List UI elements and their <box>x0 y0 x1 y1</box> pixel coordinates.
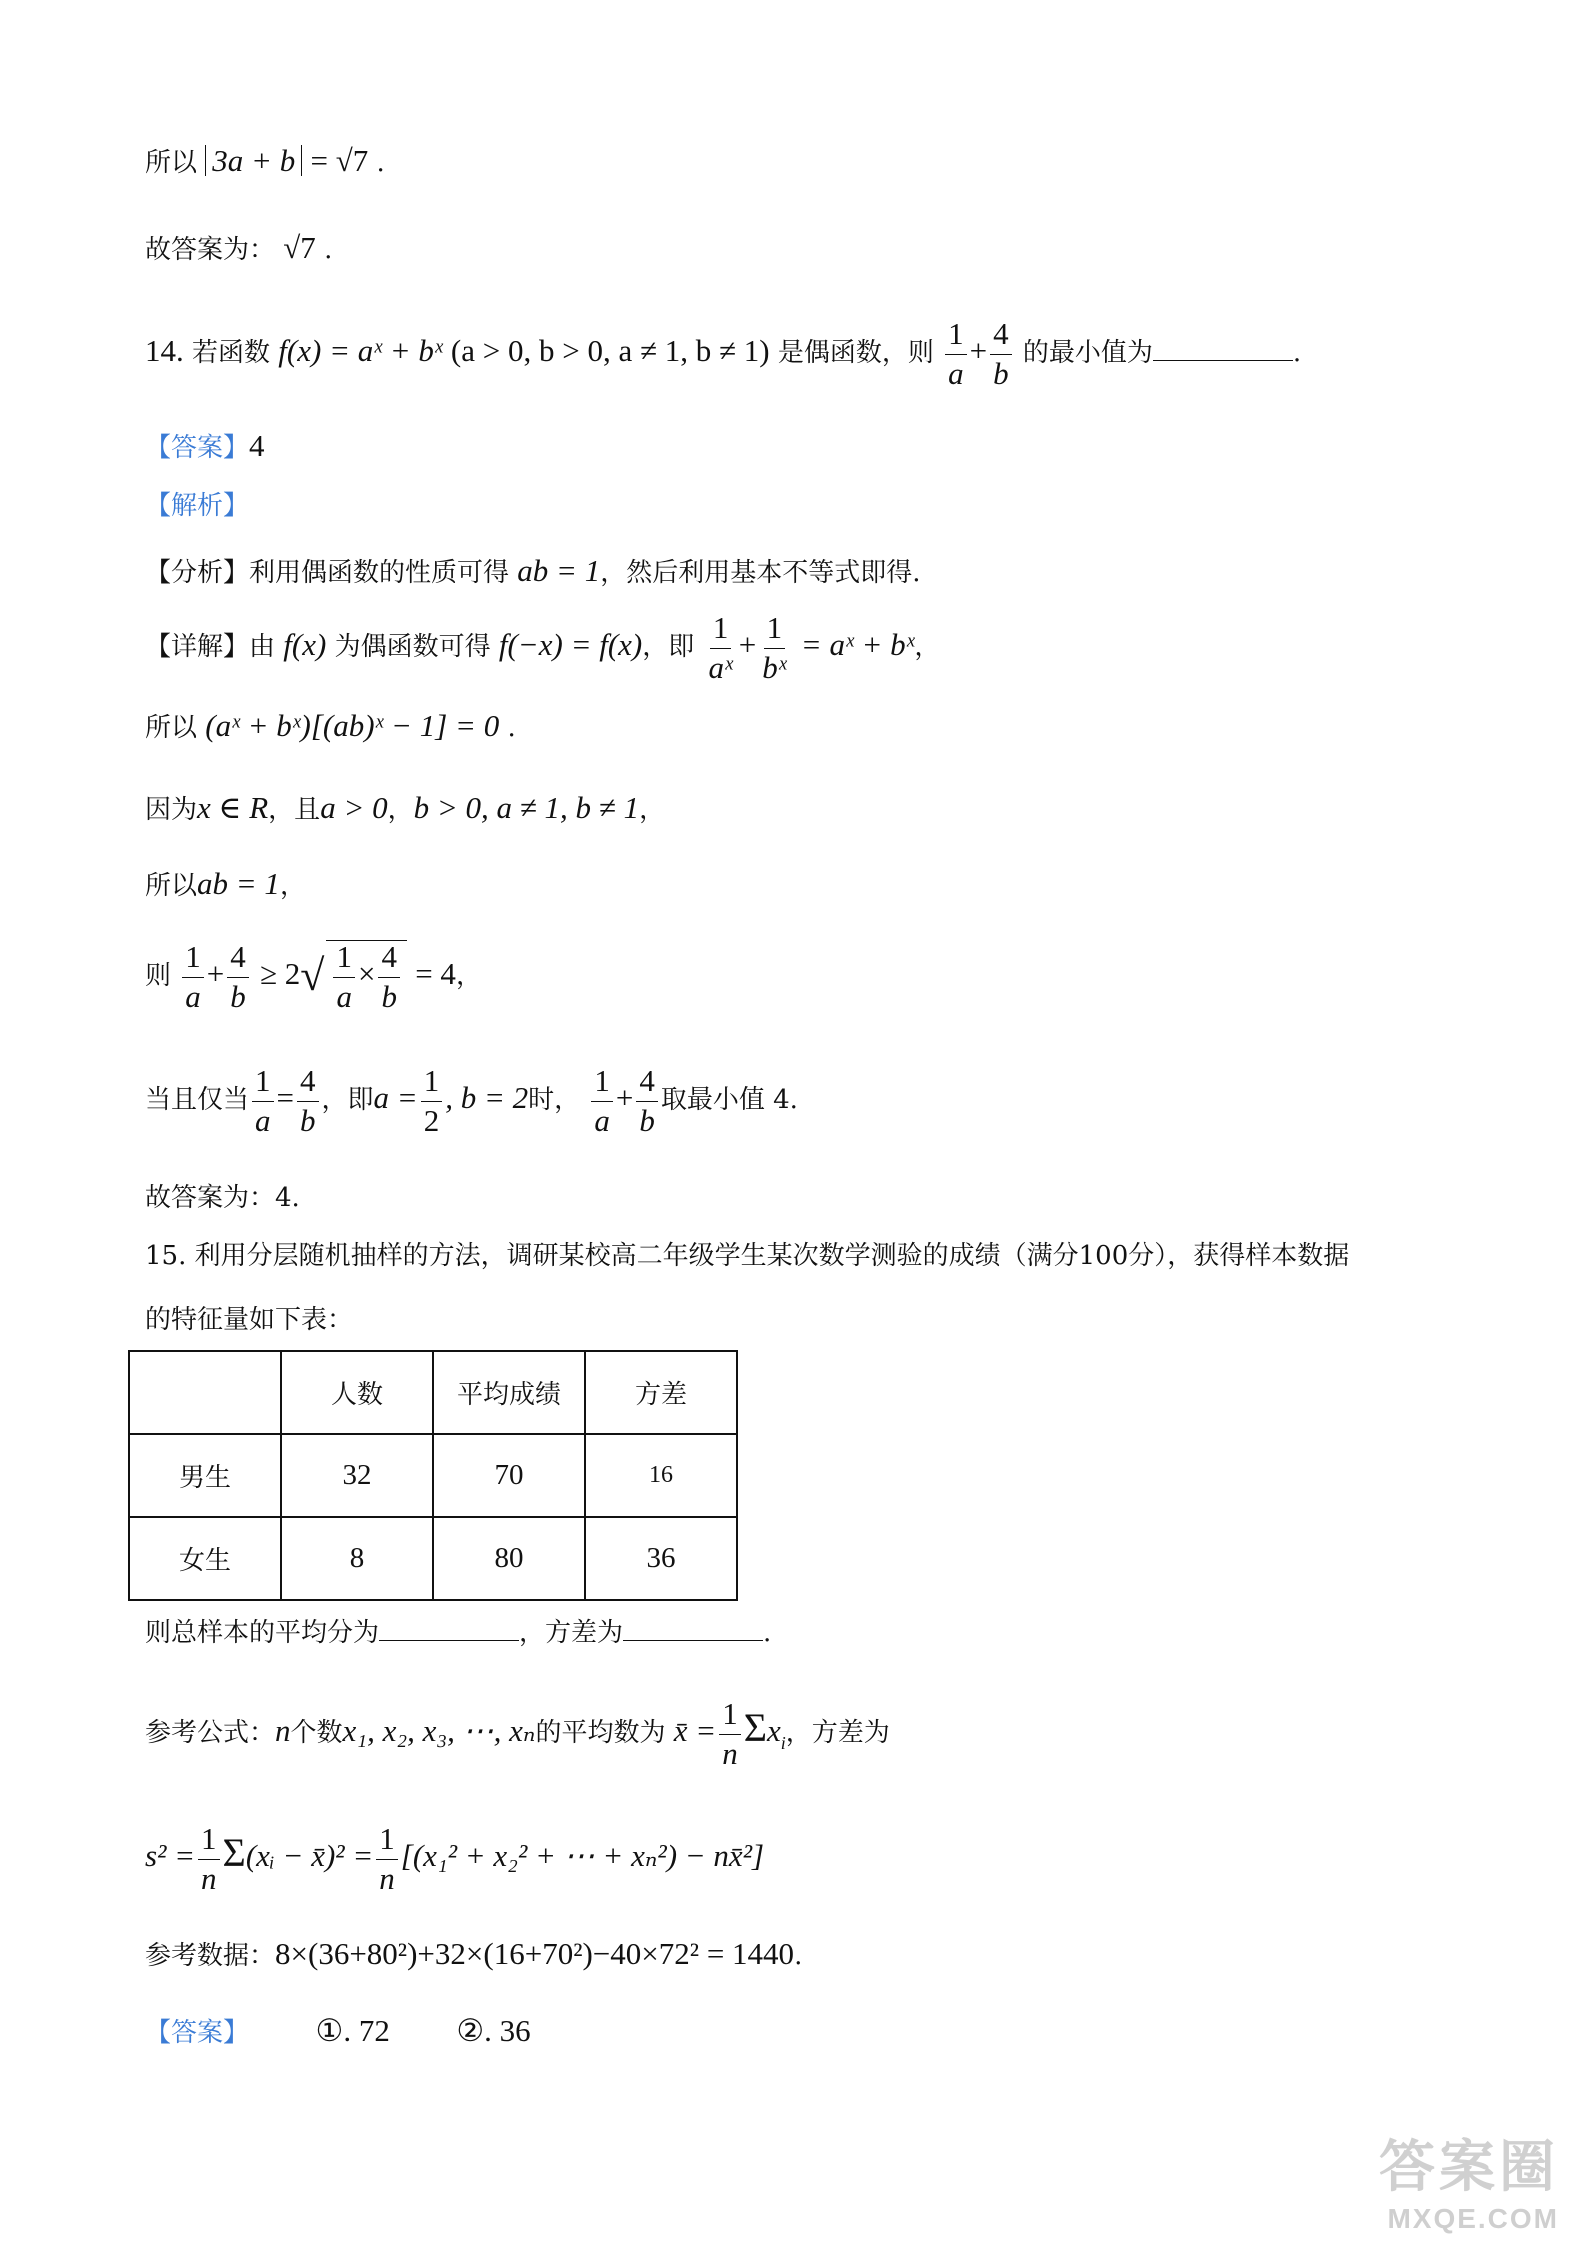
expression: f(x) <box>283 627 327 663</box>
text: ，且 <box>268 795 321 825</box>
sqrt-expression: $\frac{1}{a}$ × $\frac{4}{b}$ <box>326 940 406 1013</box>
answer-blank-variance <box>623 1639 763 1641</box>
punct: ， <box>914 632 941 663</box>
answer-tag: 【答案】 <box>145 2018 250 2048</box>
expression: n <box>275 1713 291 1749</box>
expression: s² = <box>145 1838 196 1874</box>
expression: a > 0 <box>320 790 388 825</box>
expression: f(−x) = f(x) <box>498 627 643 663</box>
punct: . <box>507 713 516 743</box>
table-cell: 36 <box>585 1517 737 1600</box>
fraction: $\frac{1}{\text{aˣ}}$ <box>708 610 733 685</box>
text: ，即 <box>321 1085 374 1116</box>
q14-step3 <box>145 792 665 823</box>
fraction: $\frac{1}{a}$ <box>945 318 967 390</box>
table-cell: 女生 <box>129 1517 281 1600</box>
watermark-logo <box>1379 2123 1559 2235</box>
expression: (aˣ + bˣ)[(ab)ˣ − 1] = 0 <box>205 708 500 743</box>
text: ，即 <box>642 632 695 663</box>
expression: = √7 <box>310 143 369 178</box>
text: 参考数据： <box>145 1941 276 1971</box>
prev-answer-line <box>145 232 332 263</box>
q14-question: 14. 若函数 f(x) = aˣ + bˣ (a > 0, b > 0, a ≠ 1, b ≠ 1) 是偶函数，则 $\frac{1}{a}$ + $\frac{4}{b}$ 的最小值为 . <box>145 316 1302 391</box>
q15-data <box>145 1938 802 1969</box>
expression: = 4 <box>415 956 456 992</box>
text: 是偶函数，则 <box>777 338 934 369</box>
table-header-row <box>129 1351 737 1434</box>
q15-answer <box>145 2015 531 2046</box>
expression: ab = 1 <box>517 553 601 588</box>
answer-value: √7 <box>283 230 316 265</box>
fenxi-tag: 【分析】 <box>145 558 250 588</box>
table-cell: 80 <box>433 1517 585 1600</box>
q15-formula: 参考公式：n个数x₁, x₂, x₃, ⋯, xₙ的平均数为 x̄ = $\frac{1}{n}$ $\Sigma x_i$，方差为 <box>145 1696 890 1771</box>
table-row <box>129 1517 737 1600</box>
fraction: $\frac{4}{b}$ <box>990 318 1012 390</box>
text: 若函数 <box>192 338 271 369</box>
text: 则 <box>145 961 172 992</box>
answer-2: ②. 36 <box>456 2013 531 2048</box>
analysis-tag: 【解析】 <box>145 491 250 521</box>
table-cell: 70 <box>433 1434 585 1517</box>
watermark-url: MXQE.COM <box>1387 2203 1559 2234</box>
punct: ， <box>279 871 306 901</box>
table-cell: 16 <box>585 1434 737 1517</box>
fraction: $\frac{1}{a}$ <box>182 941 204 1013</box>
condition-expr: (a > 0, b > 0, a ≠ 1, b ≠ 1) <box>450 333 770 369</box>
text: 的最小值为 <box>1022 338 1153 369</box>
q14-fenxi <box>145 555 920 586</box>
q15-formula2: s² = $\frac{1}{n}$ Σ(xᵢ − x̄)² = $\frac{1}{n}$ [(x₁² + x₂² + ⋯ + xₙ²) − nx̄²] <box>145 1821 765 1896</box>
punct: . <box>794 1941 803 1971</box>
table-header-cell: 平均成绩 <box>433 1351 585 1434</box>
table-cell: 8 <box>281 1517 433 1600</box>
answer-blank-mean <box>379 1639 519 1641</box>
expression: b > 0, a ≠ 1, b ≠ 1 <box>413 790 640 825</box>
text: 的平均数为 <box>535 1718 666 1749</box>
function-expr: f(x) = aˣ + bˣ <box>278 333 443 369</box>
expression: , b = 2 <box>445 1080 529 1116</box>
q14-xiangjie: 【详解】由 f(x) 为偶函数可得 f(−x) = f(x)，即 $\frac{1}{\text{aˣ}}$ + $\frac{1}{\text{bˣ}}$ = aˣ + bˣ， <box>145 610 941 685</box>
q14-step5: 则 $\frac{1}{a}$ + $\frac{4}{b}$ ≥ 2√ $\frac{1}{a}$ × $\frac{4}{b}$ = 4， <box>145 939 482 1014</box>
abs-expression: 3a + b <box>205 145 302 176</box>
punct: . <box>1292 338 1302 369</box>
text: 当且仅当 <box>145 1085 250 1116</box>
text: 取最小值 4. <box>660 1085 798 1116</box>
punct: . <box>376 148 385 178</box>
text: 由 <box>249 632 276 663</box>
expression: [(x₁² + x₂² + ⋯ + xₙ²) − nx̄²] <box>400 1838 765 1874</box>
text: 个数 <box>290 1718 343 1749</box>
text: 则总样本的平均分为 <box>145 1618 380 1648</box>
text: 所以 <box>145 871 198 901</box>
answer-blank <box>1153 359 1293 361</box>
expression: (xᵢ − x̄)² = <box>245 1838 374 1874</box>
xiangjie-tag: 【详解】 <box>145 632 250 663</box>
expression: = aˣ + bˣ <box>800 627 915 663</box>
fraction: $\frac{4}{b}$ <box>227 941 249 1013</box>
answer-tag: 【答案】 <box>145 433 250 463</box>
q15-line2: 的特征量如下表： <box>145 1305 354 1335</box>
watermark-text: 答案圈 <box>1379 2135 1559 2198</box>
q14-step2 <box>145 710 516 741</box>
text: ， <box>387 795 414 825</box>
text: 参考公式： <box>145 1718 276 1749</box>
expression: x₁, x₂, x₃, ⋯, xₙ <box>342 1713 536 1749</box>
punct: ， <box>639 795 666 825</box>
answer-value: 4 <box>249 428 265 463</box>
answer-1: ①. 72 <box>315 2013 390 2048</box>
table-cell: 男生 <box>129 1434 281 1517</box>
text: 所以 <box>145 148 198 178</box>
stats-table <box>128 1350 738 1601</box>
text: 所以 <box>145 713 198 743</box>
punct: . <box>324 235 333 265</box>
text: 为偶函数可得 <box>334 632 491 663</box>
text: ，方差为 <box>519 1618 624 1648</box>
q14-answer <box>145 430 265 461</box>
table-cell: 32 <box>281 1434 433 1517</box>
table-header-cell: 方差 <box>585 1351 737 1434</box>
text: 利用偶函数的性质可得 <box>249 558 510 588</box>
text: ，然后利用基本不等式即得. <box>600 558 921 588</box>
question-number: 14. <box>145 333 184 369</box>
prev-result-line <box>145 145 385 176</box>
expression: x ∈ R <box>197 790 269 825</box>
expression: ab = 1 <box>197 866 280 901</box>
table-row <box>129 1434 737 1517</box>
table-header-cell <box>129 1351 281 1434</box>
q14-final: 故答案为：4. <box>145 1183 300 1213</box>
punct: . <box>763 1618 772 1648</box>
fraction: $\frac{1}{\text{bˣ}}$ <box>762 610 787 685</box>
q15-ask <box>145 1620 771 1646</box>
text: ，方差为 <box>785 1718 890 1749</box>
punct: ， <box>455 961 482 992</box>
q14-step4 <box>145 868 306 899</box>
text: 因为 <box>145 795 198 825</box>
expression: 8×(36+80²)+32×(16+70²)−40×72² = 1440 <box>275 1936 795 1971</box>
expression: a = <box>373 1080 418 1116</box>
q15-line1: 15. 利用分层随机抽样的方法，调研某校高二年级学生某次数学测验的成绩（满分100分），获得样本数据 <box>145 1241 1350 1271</box>
table-header-cell: 人数 <box>281 1351 433 1434</box>
text: 时， <box>528 1085 581 1116</box>
text: 故答案为： <box>145 235 276 265</box>
q14-step6: 当且仅当 $\frac{1}{a}$ = $\frac{4}{b}$ ，即a = $\frac{1}{2}$ , b = 2时， $\frac{1}{a}$ + $\frac{4}{b}$ 取最小值 4. <box>145 1063 798 1138</box>
